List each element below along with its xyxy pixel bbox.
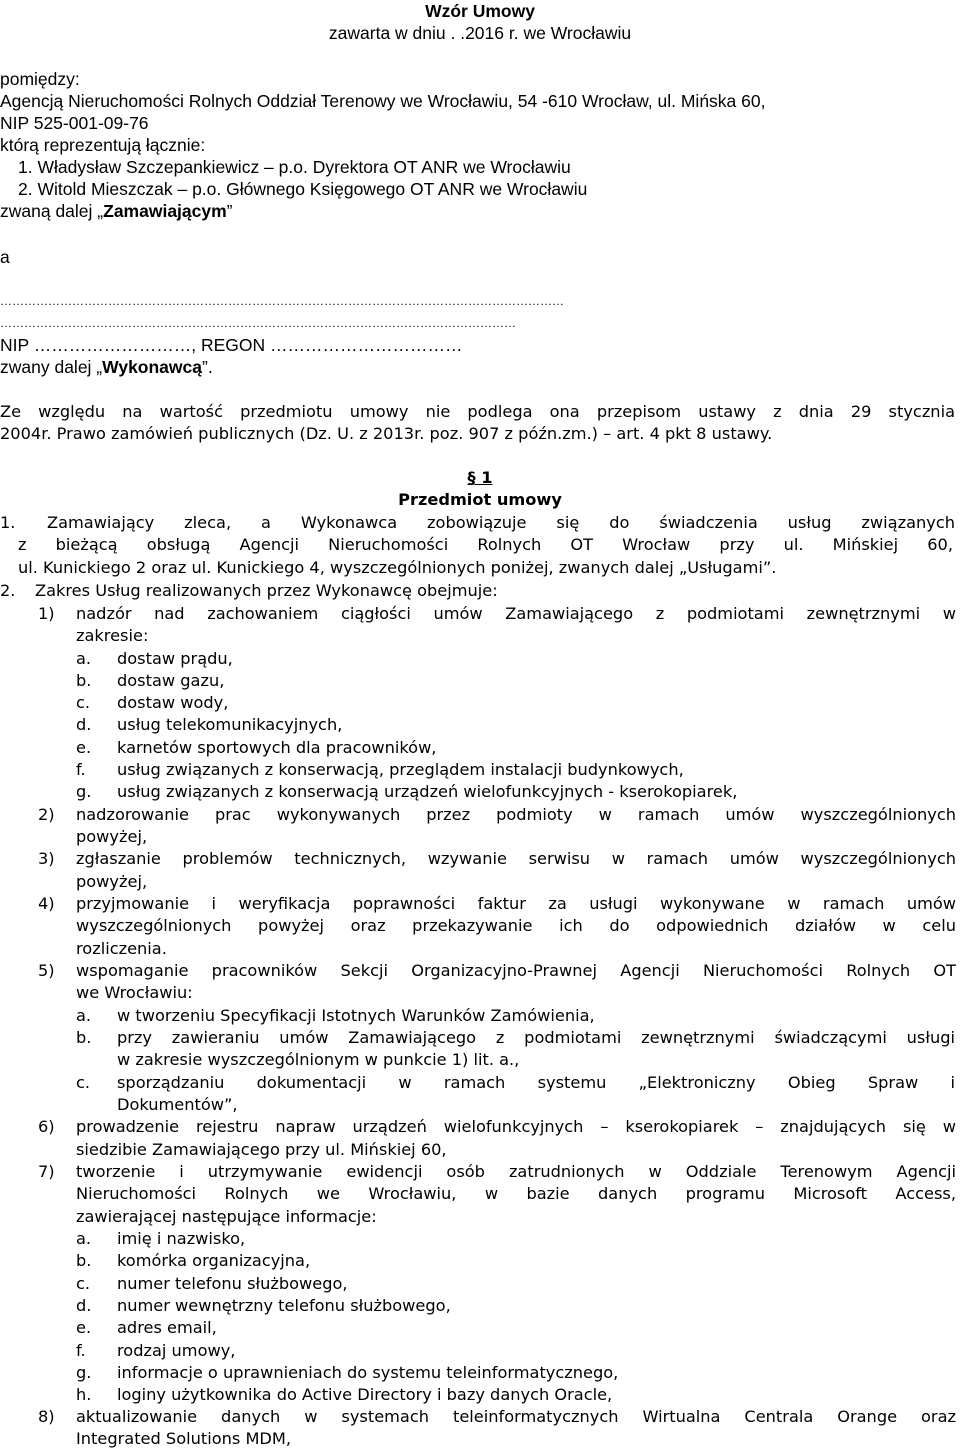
item-1b-text: dostaw gazu, <box>117 671 225 690</box>
item-7-line-2: Nieruchomości Rolnych we Wrocławiu, w bazie danych programu Microsoft Access, <box>76 1184 956 1203</box>
item-7a-text: imię i nazwisko, <box>117 1229 246 1248</box>
item-4-line-3: rozliczenia. <box>76 939 167 958</box>
item-1f-letter: f. <box>76 760 86 779</box>
item-7f-letter: f. <box>76 1341 86 1360</box>
contractor-name-placeholder: …………………………………………………………………………………………………………………………… <box>0 294 564 308</box>
client-designation <box>0 201 233 221</box>
item-3-number: 3) <box>38 849 55 868</box>
item-1-line-2: zakresie: <box>76 626 149 645</box>
item-5-line-2: we Wrocławiu: <box>76 983 193 1002</box>
item-6-line-1: prowadzenie rejestru napraw urządzeń wielofunkcyjnych – kserokopiarek – znajdujących się w <box>76 1117 956 1136</box>
item-4-number: 4) <box>38 894 55 913</box>
item-5b-line-2: w zakresie wyszczególnionym w punkcie 1) lit. a., <box>117 1050 520 1069</box>
item-1a-letter: a. <box>76 649 92 668</box>
item-7a-letter: a. <box>76 1229 92 1248</box>
item-1-number: 1) <box>38 604 55 623</box>
item-8-number: 8) <box>38 1407 55 1426</box>
item-2-line-2: powyżej, <box>76 827 148 846</box>
item-1e-text: karnetów sportowych dla pracowników, <box>117 738 437 757</box>
item-7h-letter: h. <box>76 1385 92 1404</box>
item-6-number: 6) <box>38 1117 55 1136</box>
item-8-line-1: aktualizowanie danych w systemach teleinformatycznych Wirtualna Centrala Orange oraz <box>76 1407 956 1426</box>
item-1a-text: dostaw prądu, <box>117 649 233 668</box>
paragraph-1-line-2: z bieżącą obsługą Agencji Nieruchomości Rolnych OT Wrocław przy ul. Mińskiej 60, <box>18 535 953 554</box>
item-7e-text: adres email, <box>117 1318 217 1337</box>
item-7g-letter: g. <box>76 1363 92 1382</box>
item-7d-letter: d. <box>76 1296 92 1315</box>
item-1d-letter: d. <box>76 715 92 734</box>
item-1d-text: usług telekomunikacyjnych, <box>117 715 343 734</box>
item-5b-line-1: przy zawieraniu umów Zamawiającego z podmiotami zewnętrznymi świadczącymi usługi <box>117 1028 955 1047</box>
item-1g-text: usług związanych z konserwacją urządzeń wielofunkcyjnych - kserokopiarek, <box>117 782 738 801</box>
section-symbol: § 1 <box>467 468 493 487</box>
client-designation-prefix: zwaną dalej „ <box>0 201 104 221</box>
item-3-line-2: powyżej, <box>76 872 148 891</box>
item-8-line-2: Integrated Solutions MDM, <box>76 1429 291 1448</box>
item-5b-letter: b. <box>76 1028 92 1047</box>
contractor-designation-suffix: ”. <box>202 357 213 377</box>
item-4-line-1: przyjmowanie i weryfikacja poprawności faktur za usługi wykonywane w ramach umów <box>76 894 956 913</box>
item-1c-text: dostaw wody, <box>117 693 229 712</box>
representative-1: 1. Władysław Szczepankiewicz – p.o. Dyrektora OT ANR we Wrocławiu <box>18 157 571 177</box>
item-5c-line-1: sporządzaniu dokumentacji w ramach systemu „Elektroniczny Obieg Spraw i <box>117 1073 955 1092</box>
item-1f-text: usług związanych z konserwacją, przeglądem instalacji budynkowych, <box>117 760 684 779</box>
represented-by: którą reprezentują łącznie: <box>0 135 206 155</box>
item-7c-letter: c. <box>76 1274 91 1293</box>
client-designation-name: Zamawiającym <box>103 201 227 221</box>
item-7c-text: numer telefonu służbowego, <box>117 1274 348 1293</box>
item-2-number: 2) <box>38 805 55 824</box>
item-5-number: 5) <box>38 961 55 980</box>
section-heading: Przedmiot umowy <box>398 490 562 509</box>
client-designation-suffix: ” <box>226 201 233 221</box>
document-subtitle: zawarta w dniu . .2016 r. we Wrocławiu <box>328 23 632 43</box>
law-note-line-2: 2004r. Prawo zamówień publicznych (Dz. U. z 2013r. poz. 907 z późn.zm.) – art. 4 pkt 8 ustawy. <box>0 424 773 443</box>
item-5c-letter: c. <box>76 1073 91 1092</box>
contractor-nip-regon: NIP ………………………, REGON …………………………… <box>0 335 463 355</box>
paragraph-1-line-1: Zamawiający zleca, a Wykonawca zobowiązuje się do świadczenia usług związanych <box>47 513 955 532</box>
item-5a-letter: a. <box>76 1006 92 1025</box>
paragraph-2-line-1: Zakres Usług realizowanych przez Wykonawcę obejmuje: <box>35 581 498 600</box>
item-7-line-1: tworzenie i utrzymywanie ewidencji osób zatrudnionych w Oddziale Terenowym Agencji <box>76 1162 956 1181</box>
between-label: pomiędzy: <box>0 69 80 89</box>
contractor-designation-prefix: zwany dalej „ <box>0 357 103 377</box>
item-6-line-2: siedzibie Zamawiającego przy ul. Mińskiej 60, <box>76 1140 447 1159</box>
item-7d-text: numer wewnętrzny telefonu służbowego, <box>117 1296 451 1315</box>
item-1-line-1: nadzór nad zachowaniem ciągłości umów Zamawiającego z podmiotami zewnętrznymi w <box>76 604 956 623</box>
item-7-line-3: zawierającej następujące informacje: <box>76 1207 377 1226</box>
paragraph-1-number: 1. <box>0 513 16 532</box>
item-7b-text: komórka organizacyjna, <box>117 1251 311 1270</box>
law-note-line-1: Ze względu na wartość przedmiotu umowy nie podlega ona przepisom ustawy z dnia 29 stycznia <box>0 402 955 421</box>
representative-2: 2. Witold Mieszczak – p.o. Głównego Księgowego OT ANR we Wrocławiu <box>18 179 588 199</box>
item-7g-text: informacje o uprawnieniach do systemu teleinformatycznego, <box>117 1363 619 1382</box>
item-4-line-2: wyszczególnionych powyżej oraz przekazywanie ich do odpowiednich działów w celu <box>76 916 956 935</box>
item-7h-text: loginy użytkownika do Active Directory i bazy danych Oracle, <box>117 1385 613 1404</box>
item-1g-letter: g. <box>76 782 92 801</box>
item-7e-letter: e. <box>76 1318 92 1337</box>
agency-nip: NIP 525-001-09-76 <box>0 113 149 133</box>
item-1e-letter: e. <box>76 738 92 757</box>
and-label: a <box>0 247 10 267</box>
item-7b-letter: b. <box>76 1251 92 1270</box>
document-title: Wzór Umowy <box>425 1 535 21</box>
paragraph-2-number: 2. <box>0 581 16 600</box>
item-7f-text: rodzaj umowy, <box>117 1341 236 1360</box>
contractor-designation-name: Wykonawcą <box>102 357 202 377</box>
item-1c-letter: c. <box>76 693 91 712</box>
item-5-line-1: wspomaganie pracowników Sekcji Organizacyjno-Prawnej Agencji Nieruchomości Rolnych OT <box>76 961 956 980</box>
item-1b-letter: b. <box>76 671 92 690</box>
contractor-designation <box>0 357 213 377</box>
item-2-line-1: nadzorowanie prac wykonywanych przez podmioty w ramach umów wyszczególnionych <box>76 805 956 824</box>
paragraph-1-line-3: ul. Kunickiego 2 oraz ul. Kunickiego 4, wyszczególnionych poniżej, zwanych dalej „Usługami”. <box>18 558 777 577</box>
item-5a-text: w tworzeniu Specyfikacji Istotnych Warunków Zamówienia, <box>117 1006 595 1025</box>
item-7-number: 7) <box>38 1162 55 1181</box>
item-5c-line-2: Dokumentów”, <box>117 1095 238 1114</box>
item-3-line-1: zgłaszanie problemów technicznych, wzywanie serwisu w ramach umów wyszczególnionych <box>76 849 956 868</box>
contractor-address-placeholder: ………………………………………………………………………………………………………………… <box>0 316 516 330</box>
agency-line: Agencją Nieruchomości Rolnych Oddział Terenowy we Wrocławiu, 54 -610 Wrocław, ul. Mińska 60, <box>0 91 766 111</box>
